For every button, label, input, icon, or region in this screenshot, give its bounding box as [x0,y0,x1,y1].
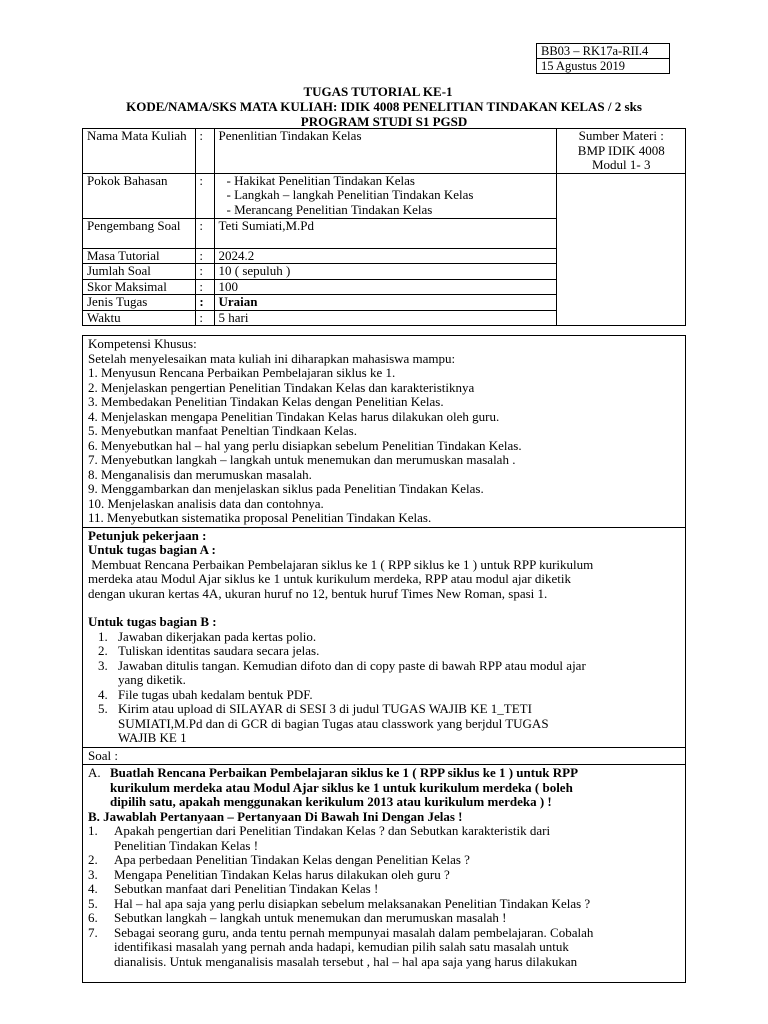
question-item [88,853,680,868]
question-number: 4. [88,881,98,896]
question-item [88,882,680,897]
item-number: 5. [98,701,108,716]
nama-mk-label: Nama Mata Kuliah [83,129,196,174]
question-number: 2. [88,852,98,867]
jenis-label: Jenis Tugas [83,295,196,311]
list-item [88,702,680,746]
question-number: 7. [88,924,98,940]
document-header [0,84,768,129]
question-item [88,897,680,912]
jumlah-label: Jumlah Soal [83,264,196,280]
colon: : [196,264,214,280]
question-text: Sebutkan langkah – langkah untuk menemukan dan merumuskan masalah ! [114,910,507,925]
colon: : [196,218,214,248]
skor-label: Skor Maksimal [83,279,196,295]
kompetensi-item: 1. Menyusun Rencana Perbaikan Pembelajaran siklus ke 1. [88,365,396,380]
kompetensi-item: 8. Menganalisis dan merumuskan masalah. [88,466,312,482]
pokok-item: - Langkah – langkah Penelitian Tindakan Kelas [226,187,474,202]
colon: : [196,279,214,295]
program-title: PROGRAM STUDI S1 PGSD [300,114,468,129]
pokok-item: - Merancang Penelitian Tindakan Kelas [226,201,433,217]
question-item [88,868,680,883]
jenis-value: Uraian [214,295,557,311]
sumber-blank-cell [557,173,686,326]
item-text: WAJIB KE 1 [118,730,187,745]
soal-section [83,765,686,983]
soal-list [88,824,680,969]
list-item [88,644,680,659]
item-text: Tuliskan identitas saudara secara jelas. [118,643,320,658]
item-text: Jawaban ditulis tangan. Kemudian difoto dan di copy paste di bawah RPP atau modul ajar [118,657,586,673]
item-number: 4. [98,686,108,702]
soal-label-cell [83,747,686,765]
list-item [88,688,680,703]
question-text: Sebagai seorang guru, anda tentu pernah mempunyai masalah dalam pembelajaran. Cobalah [114,924,594,940]
soal-a-line: dipilih satu, apakah menggunakan kerikulum 2013 atau kurikulum merdeka ) ! [110,794,552,809]
masa-label: Masa Tutorial [83,248,196,264]
kompetensi-title: Kompetensi Khusus: [88,336,197,351]
item-text: Jawaban dikerjakan pada kertas polio. [118,628,317,644]
colon: : [196,310,214,326]
item-number: 1. [98,628,108,644]
soal-b-title: B. Jawablah Pertanyaan – Pertanyaan Di Bawah Ini Dengan Jelas ! [88,808,463,824]
question-text: Apa perbedaan Penelitian Tindakan Kelas dengan Penelitian Kelas ? [114,852,470,867]
nama-mk-value: Penenlitian Tindakan Kelas [214,129,557,174]
question-text: dianalisis. Untuk menganalisis masalah tersebut , hal – hal apa saja yang harus dilakukan [114,953,578,969]
colon: : [196,295,214,311]
kompetensi-item: 4. Menjelaskan mengapa Penelitian Tindakan Kelas harus dilakukan oleh guru. [88,408,500,424]
kompetensi-item: 9. Menggambarkan dan menjelaskan siklus pada Penelitian Tindakan Kelas. [88,481,484,496]
page-title: TUGAS TUTORIAL KE-1 [303,84,453,99]
question-item [88,911,680,926]
item-text: yang diketik. [118,672,186,687]
question-number: 3. [88,866,98,882]
colon: : [196,248,214,264]
question-item [88,824,680,853]
document-code-box [536,43,670,74]
sumber-value: BMP IDIK 4008 [577,142,665,158]
question-number: 1. [88,823,98,838]
kompetensi-item: 7. Menyebutkan langkah – langkah untuk menemukan dan merumuskan masalah . [88,452,516,467]
waktu-value: 5 hari [214,310,557,326]
list-item [88,630,680,645]
waktu-label: Waktu [83,310,196,326]
petunjuk-b-list [88,630,680,746]
petunjuk-a-line: merdeka atau Modul Ajar siklus ke 1 untuk kurikulum merdeka, RPP atau modul ajar diketik [88,571,571,586]
soal-a-prefix: A. [88,766,101,780]
spacer [88,601,680,615]
question-text: Sebutkan manfaat dari Penelitian Tindakan Kelas ! [114,881,379,896]
question-number: 6. [88,910,98,925]
question-number: 5. [88,895,98,911]
petunjuk-a-line: dengan ukuran kertas 4A, ukuran huruf no 12, bentuk huruf Times New Roman, spasi 1. [88,585,548,601]
kompetensi-item: 5. Menyebutkan manfaat Peneltian Tindkaan Kelas. [88,423,357,438]
course-title: KODE/NAMA/SKS MATA KULIAH: IDIK 4008 PENELITIAN TINDAKAN KELAS / 2 sks [126,99,642,114]
item-text: Kirim atau upload di SILAYAR di SESI 3 di judul TUGAS WAJIB KE 1_TETI [118,701,532,716]
colon: : [196,173,214,218]
kompetensi-intro: Setelah menyelesaikan mata kuliah ini diharapkan mahasiswa mampu: [88,350,456,366]
document-code: BB03 – RK17a-RII.4 [537,44,670,59]
kompetensi-item: 6. Menyebutkan hal – hal yang perlu disiapkan sebelum Penelitian Tindakan Kelas. [88,437,522,453]
soal-a-line: Buatlah Rencana Perbaikan Pembelajaran siklus ke 1 ( RPP siklus ke 1 ) untuk RPP [110,766,579,780]
pokok-bahasan-list [214,173,557,218]
petunjuk-a-title: Untuk tugas bagian A : [88,542,216,557]
colon: : [196,129,214,174]
list-item [88,659,680,688]
item-text: SUMIATI,M.Pd dan di GCR di bagian Tugas atau classwork yang berjdul TUGAS [118,715,549,731]
petunjuk-section [83,527,686,747]
skor-value: 100 [214,279,557,295]
item-number: 3. [98,657,108,673]
question-text: Hal – hal apa saja yang perlu disiapkan sebelum melaksanakan Penelitian Tindakan Kelas ? [114,895,591,911]
pengembang-value: Teti Sumiati,M.Pd [214,218,557,248]
masa-value: 2024.2 [214,248,557,264]
kompetensi-section [83,336,686,528]
soal-label: Soal : [88,747,118,763]
item-text: File tugas ubah kedalam bentuk PDF. [118,686,313,702]
sumber-label: Sumber Materi : [578,128,664,143]
petunjuk-a-line: Membuat Rencana Perbaikan Pembelajaran siklus ke 1 ( RPP siklus ke 1 ) untuk RPP kurikulum [88,556,594,572]
soal-a [88,766,680,810]
sumber-modul: Modul 1- 3 [591,157,651,172]
sumber-materi-cell [557,129,686,174]
question-text: Penelitian Tindakan Kelas ! [114,837,259,853]
kompetensi-item: 3. Membedakan Penelitian Tindakan Kelas dengan Penelitian Kelas. [88,394,444,409]
question-text: Mengapa Penelitian Tindakan Kelas harus dilakukan oleh guru ? [114,866,450,882]
item-number: 2. [98,643,108,658]
course-info-table [82,128,686,326]
question-item [88,926,680,970]
kompetensi-item: 10. Menjelaskan analisis data dan contohnya. [88,495,324,511]
question-text: identifikasi masalah yang pernah anda hadapi, kemudian pilih salah satu masalah untuk [114,939,569,954]
pokok-item: - Hakikat Penelitian Tindakan Kelas [226,172,415,188]
petunjuk-title: Petunjuk pekerjaan : [88,527,207,543]
kompetensi-item: 11. Menyebutkan sistematika proposal Penelitian Tindakan Kelas. [88,510,432,525]
task-details-table [82,335,686,983]
pengembang-label: Pengembang Soal [83,218,196,248]
document-date: 15 Agustus 2019 [537,59,670,74]
petunjuk-b-title: Untuk tugas bagian B : [88,614,217,629]
question-text: Apakah pengertian dari Penelitian Tindakan Kelas ? dan Sebutkan karakteristik dari [114,823,551,838]
soal-a-line: kurikulum merdeka atau Modul Ajar siklus ke 1 untuk kurikulum merdeka ( boleh [110,779,573,795]
pokok-label: Pokok Bahasan [83,173,196,218]
kompetensi-item: 2. Menjelaskan pengertian Penelitian Tindakan Kelas dan karakteristiknya [88,379,475,395]
jumlah-value: 10 ( sepuluh ) [214,264,557,280]
